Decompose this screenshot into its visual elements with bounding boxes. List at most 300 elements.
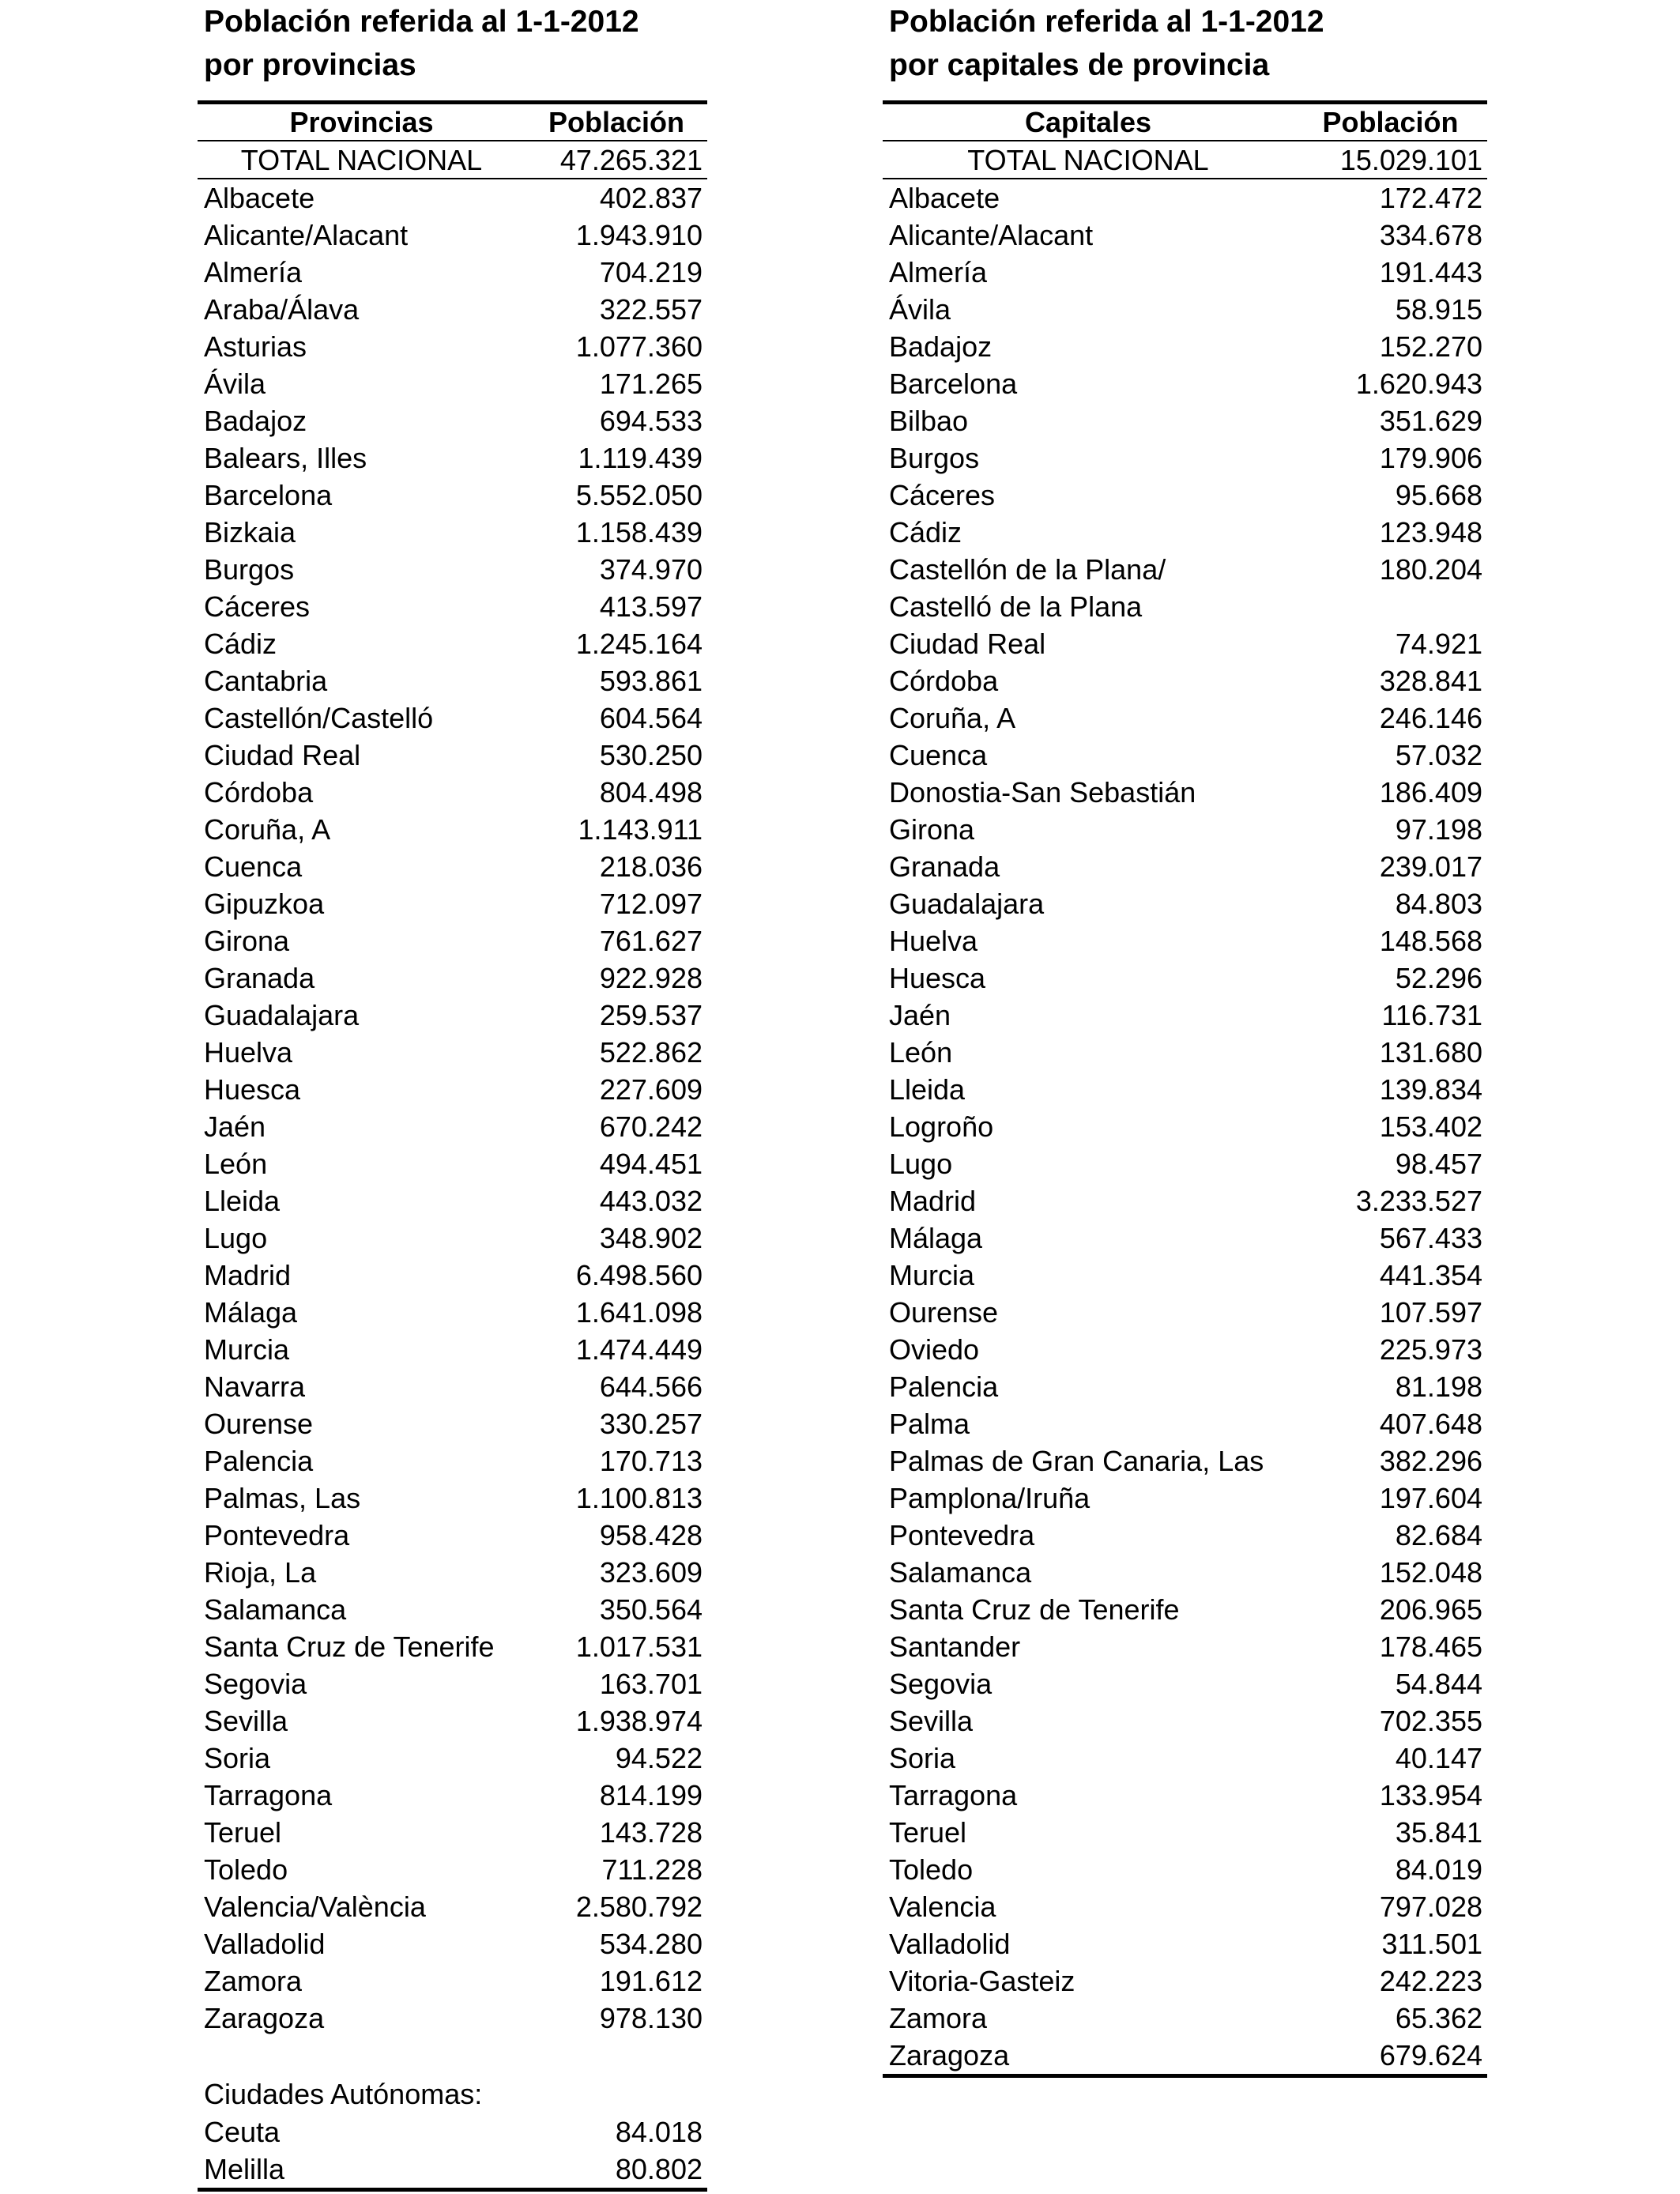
row-value: 567.433: [1379, 1222, 1482, 1254]
row-name: Huelva: [889, 925, 978, 957]
row-value: 604.564: [599, 702, 703, 734]
row-name: Córdoba: [889, 665, 999, 697]
row-value: 186.409: [1379, 776, 1482, 809]
table-row: [198, 1554, 707, 1591]
row-name: Pamplona/Iruña: [889, 1482, 1090, 1514]
row-value: 171.265: [599, 368, 703, 400]
row-name: Tarragona: [889, 1779, 1018, 1811]
row-name: Pontevedra: [889, 1519, 1035, 1551]
row-value: 218.036: [599, 850, 703, 883]
row-name: Zamora: [889, 2002, 988, 2034]
row-value: 797.028: [1379, 1891, 1482, 1923]
row-name: Barcelona: [204, 479, 333, 511]
row-value: 206.965: [1379, 1593, 1482, 1626]
row-value: 35.841: [1395, 1816, 1482, 1849]
row-name: Zaragoza: [204, 2002, 325, 2034]
table-row: [883, 1591, 1487, 1628]
row-value: 1.017.531: [575, 1630, 703, 1663]
column-header-provincias: Provincias: [289, 106, 434, 138]
provinces-bottom-rule: [198, 2188, 707, 2192]
table-row: [883, 365, 1487, 402]
autonomous-cities-label: Ciudades Autónomas:: [204, 2078, 483, 2110]
row-value: 170.713: [599, 1445, 703, 1477]
column-header-poblacion: Población: [1322, 106, 1459, 138]
row-value: 679.624: [1379, 2039, 1482, 2071]
table-row: [883, 439, 1487, 477]
row-value: 259.537: [599, 999, 703, 1031]
autonomous-cities-rows: [198, 2113, 707, 2188]
table-row: [883, 1702, 1487, 1740]
row-value: 227.609: [599, 1073, 703, 1106]
row-name: Donostia-San Sebastián: [889, 776, 1196, 809]
table-row: [883, 551, 1487, 625]
row-value: 334.678: [1379, 219, 1482, 251]
row-value: 350.564: [599, 1593, 703, 1626]
row-name: Santa Cruz de Tenerife: [204, 1630, 495, 1663]
table-row: [198, 1665, 707, 1702]
row-value: 84.018: [615, 2116, 703, 2148]
row-name: Toledo: [204, 1853, 288, 1886]
row-value: 163.701: [599, 1668, 703, 1700]
table-row: [883, 1294, 1487, 1331]
row-name: Araba/Álava: [204, 293, 360, 326]
row-name: Bizkaia: [204, 516, 296, 548]
row-value: 694.533: [599, 405, 703, 437]
row-value: 413.597: [599, 590, 703, 623]
row-value: 1.100.813: [575, 1482, 703, 1514]
row-name: Valencia: [889, 1891, 996, 1923]
table-row: [198, 1442, 707, 1480]
row-name: Soria: [889, 1742, 956, 1774]
row-name: Salamanca: [204, 1593, 347, 1626]
table-row: [883, 1740, 1487, 1777]
row-name: Madrid: [889, 1185, 977, 1217]
table-row: [883, 774, 1487, 811]
row-value: 804.498: [599, 776, 703, 809]
capitals-header-row: [883, 104, 1487, 140]
row-name: Melilla: [204, 2153, 285, 2185]
table-row: [198, 514, 707, 551]
table-row: [198, 1702, 707, 1740]
row-name: Ciudad Real: [204, 739, 361, 771]
table-row: [198, 254, 707, 291]
table-row: [198, 588, 707, 625]
total-label: TOTAL NACIONAL: [967, 144, 1209, 176]
row-name: Lugo: [889, 1148, 953, 1180]
row-value: 152.270: [1379, 330, 1482, 363]
table-row: [883, 328, 1487, 365]
table-row: [883, 1888, 1487, 1925]
table-row: [883, 1777, 1487, 1814]
table-row: [883, 1405, 1487, 1442]
table-row: [198, 1628, 707, 1665]
table-row: [198, 1220, 707, 1257]
column-header-poblacion: Población: [548, 106, 685, 138]
table-row: [198, 2000, 707, 2037]
row-name: Ceuta: [204, 2116, 281, 2148]
row-name: Alicante/Alacant: [889, 219, 1094, 251]
row-name: Burgos: [204, 553, 295, 586]
row-name: Málaga: [204, 1296, 298, 1329]
row-value: 1.119.439: [578, 442, 703, 474]
table-row: [198, 291, 707, 328]
row-value: 143.728: [599, 1816, 703, 1849]
row-name: Palencia: [889, 1370, 999, 1403]
row-value: 80.802: [615, 2153, 703, 2185]
table-row: [883, 1108, 1487, 1145]
row-value: 382.296: [1379, 1445, 1482, 1477]
total-label: TOTAL NACIONAL: [240, 144, 483, 176]
provinces-total-row: [198, 143, 707, 178]
table-row: [883, 402, 1487, 439]
row-name: Girona: [889, 813, 975, 846]
table-row: [198, 1331, 707, 1368]
row-value: 443.032: [599, 1185, 703, 1217]
table-row: [883, 885, 1487, 922]
row-name: Toledo: [889, 1853, 974, 1886]
row-value: 57.032: [1395, 739, 1482, 771]
provinces-title-line2: por provincias: [204, 48, 416, 82]
row-name: Jaén: [204, 1110, 266, 1143]
table-row: [198, 1108, 707, 1145]
table-row: [198, 1925, 707, 1962]
row-value: 814.199: [599, 1779, 703, 1811]
row-name-line1: Castellón de la Plana/: [889, 553, 1166, 586]
table-row: [883, 254, 1487, 291]
row-name: Balears, Illes: [204, 442, 367, 474]
table-row: [883, 514, 1487, 551]
capitals-total-row: [883, 143, 1487, 178]
table-row: [198, 1591, 707, 1628]
table-row: [198, 662, 707, 699]
row-value: 74.921: [1395, 628, 1482, 660]
row-name-line2: Castelló de la Plana: [889, 590, 1143, 623]
table-row: [198, 217, 707, 254]
row-name: Ávila: [889, 293, 951, 326]
table-row: [883, 291, 1487, 328]
row-name: Lugo: [204, 1222, 268, 1254]
row-name: Valladolid: [204, 1928, 326, 1960]
table-row: [883, 1257, 1487, 1294]
table-row: [883, 2037, 1487, 2074]
row-value: 123.948: [1379, 516, 1482, 548]
row-name: Rioja, La: [204, 1556, 317, 1589]
table-row: [883, 2000, 1487, 2037]
row-value: 328.841: [1379, 665, 1482, 697]
header-bottom-rule: [198, 140, 707, 141]
row-value: 1.245.164: [575, 628, 703, 660]
table-row: [198, 477, 707, 514]
table-row: [883, 922, 1487, 959]
table-row: [198, 1777, 707, 1814]
row-value: 172.472: [1379, 182, 1482, 214]
row-value: 534.280: [599, 1928, 703, 1960]
row-value: 1.620.943: [1355, 368, 1482, 400]
provinces-rows: [198, 179, 707, 2037]
row-name: Cuenca: [889, 739, 988, 771]
row-value: 180.204: [1379, 553, 1482, 586]
table-row: [198, 848, 707, 885]
table-row: [883, 1034, 1487, 1071]
capitals-rows-after: [883, 625, 1487, 2074]
table-row: [883, 1331, 1487, 1368]
table-row: [198, 328, 707, 365]
table-row: [883, 1628, 1487, 1665]
table-row: [883, 1442, 1487, 1480]
row-name: Albacete: [889, 182, 1000, 214]
row-name: Ávila: [204, 368, 266, 400]
row-value: 81.198: [1395, 1370, 1482, 1403]
row-name: Almería: [889, 256, 988, 288]
row-name: Madrid: [204, 1259, 292, 1291]
row-value: 407.648: [1379, 1408, 1482, 1440]
row-name: Cádiz: [889, 516, 962, 548]
table-row: [883, 625, 1487, 662]
row-value: 670.242: [599, 1110, 703, 1143]
row-value: 711.228: [601, 1853, 703, 1886]
row-name: Jaén: [889, 999, 951, 1031]
row-name: Granada: [889, 850, 1000, 883]
row-name: Cáceres: [889, 479, 996, 511]
row-value: 644.566: [599, 1370, 703, 1403]
table-row: [883, 1851, 1487, 1888]
row-name: Santa Cruz de Tenerife: [889, 1593, 1180, 1626]
row-value: 139.834: [1379, 1073, 1482, 1106]
capitals-table-panel: [883, 0, 1487, 2078]
row-value: 84.803: [1395, 888, 1482, 920]
capitals-title: [883, 0, 1487, 87]
row-value: 958.428: [599, 1519, 703, 1551]
row-name: Navarra: [204, 1370, 306, 1403]
table-row: [198, 699, 707, 737]
table-row: [198, 1257, 707, 1294]
row-name: Segovia: [204, 1668, 307, 1700]
provinces-title-line1: Población referida al 1-1-2012: [204, 5, 639, 39]
table-row: [198, 2113, 707, 2151]
row-name: Ourense: [204, 1408, 314, 1440]
table-row: [198, 551, 707, 588]
table-row: [198, 811, 707, 848]
table-row: [883, 1665, 1487, 1702]
row-value: 239.017: [1379, 850, 1482, 883]
table-row: [198, 1851, 707, 1888]
row-name: Badajoz: [889, 330, 993, 363]
table-row: [883, 1814, 1487, 1851]
row-name: Cádiz: [204, 628, 277, 660]
row-name: Girona: [204, 925, 290, 957]
row-value: 530.250: [599, 739, 703, 771]
table-row: [883, 1517, 1487, 1554]
row-value: 3.233.527: [1355, 1185, 1482, 1217]
provinces-table-panel: [198, 0, 707, 2192]
row-name: Pontevedra: [204, 1519, 350, 1551]
table-row: [883, 737, 1487, 774]
row-name: Coruña, A: [204, 813, 331, 846]
row-name: Badajoz: [204, 405, 307, 437]
table-row: [883, 848, 1487, 885]
row-name: Murcia: [204, 1333, 290, 1366]
row-name: Vitoria-Gasteiz: [889, 1965, 1075, 1997]
table-row: [883, 1925, 1487, 1962]
row-value: 1.143.911: [578, 813, 703, 846]
row-value: 40.147: [1395, 1742, 1482, 1774]
row-name: Bilbao: [889, 405, 969, 437]
row-value: 152.048: [1379, 1556, 1482, 1589]
row-value: 1.158.439: [575, 516, 703, 548]
table-row: [883, 662, 1487, 699]
table-row: [198, 885, 707, 922]
row-name: Burgos: [889, 442, 980, 474]
table-row: [198, 1480, 707, 1517]
table-row: [883, 1554, 1487, 1591]
table-row: [883, 1962, 1487, 2000]
row-name: Ciudad Real: [889, 628, 1046, 660]
table-row: [198, 179, 707, 217]
row-name: Salamanca: [889, 1556, 1032, 1589]
table-row: [883, 959, 1487, 997]
table-row: [198, 1962, 707, 2000]
row-name: Asturias: [204, 330, 307, 363]
table-row: [883, 811, 1487, 848]
row-value: 311.501: [1381, 1928, 1482, 1960]
row-name: Huesca: [889, 962, 986, 994]
table-row: [198, 1814, 707, 1851]
row-value: 441.354: [1379, 1259, 1482, 1291]
row-value: 58.915: [1395, 293, 1482, 326]
table-row: [198, 1888, 707, 1925]
row-value: 6.498.560: [575, 1259, 703, 1291]
table-row: [198, 1034, 707, 1071]
row-name: Coruña, A: [889, 702, 1016, 734]
row-value: 242.223: [1379, 1965, 1482, 1997]
row-value: 322.557: [599, 293, 703, 326]
row-value: 712.097: [599, 888, 703, 920]
row-name: Palmas de Gran Canaria, Las: [889, 1445, 1264, 1477]
row-name: Teruel: [204, 1816, 282, 1849]
column-header-capitales: Capitales: [1024, 106, 1152, 138]
row-name: [883, 551, 1166, 625]
row-name: Sevilla: [204, 1705, 288, 1737]
row-name: León: [204, 1148, 268, 1180]
provinces-title: [198, 0, 707, 87]
table-row: [198, 1071, 707, 1108]
row-value: 133.954: [1379, 1779, 1482, 1811]
row-name: Santander: [889, 1630, 1021, 1663]
row-name: Palma: [889, 1408, 970, 1440]
row-name: Zamora: [204, 1965, 303, 1997]
row-name: Gipuzkoa: [204, 888, 325, 920]
table-row: [198, 2151, 707, 2188]
total-value: 15.029.101: [1339, 144, 1482, 176]
row-name: Cáceres: [204, 590, 311, 623]
row-value: 52.296: [1395, 962, 1482, 994]
capitals-title-line1: Población referida al 1-1-2012: [889, 5, 1324, 39]
row-value: 1.474.449: [575, 1333, 703, 1366]
row-value: 131.680: [1379, 1036, 1482, 1069]
row-value: 1.938.974: [575, 1705, 703, 1737]
row-value: 82.684: [1395, 1519, 1482, 1551]
row-value: 98.457: [1395, 1148, 1482, 1180]
capitals-rows-before: [883, 179, 1487, 551]
table-row: [198, 1368, 707, 1405]
row-value: 522.862: [599, 1036, 703, 1069]
row-name: Palmas, Las: [204, 1482, 361, 1514]
table-row: [198, 959, 707, 997]
table-row: [198, 1740, 707, 1777]
row-name: Almería: [204, 256, 303, 288]
row-name: Albacete: [204, 182, 315, 214]
table-row: [198, 365, 707, 402]
capitals-title-line2: por capitales de provincia: [889, 48, 1270, 82]
row-value: 351.629: [1379, 405, 1482, 437]
row-value: 704.219: [599, 256, 703, 288]
row-value: 54.844: [1395, 1668, 1482, 1700]
row-name: Cantabria: [204, 665, 328, 697]
row-name: Zaragoza: [889, 2039, 1010, 2071]
row-name: Segovia: [889, 1668, 993, 1700]
row-value: 97.198: [1395, 813, 1482, 846]
row-name: Guadalajara: [204, 999, 360, 1031]
table-row: [198, 997, 707, 1034]
row-value: 593.861: [599, 665, 703, 697]
row-value: 179.906: [1379, 442, 1482, 474]
row-value: 116.731: [1381, 999, 1482, 1031]
row-value: 191.443: [1379, 256, 1482, 288]
table-row: [883, 699, 1487, 737]
row-value: 153.402: [1379, 1110, 1482, 1143]
table-row: [883, 1220, 1487, 1257]
row-name: León: [889, 1036, 953, 1069]
row-value: 246.146: [1379, 702, 1482, 734]
table-row: [198, 737, 707, 774]
table-row: [883, 1071, 1487, 1108]
table-row: [198, 1145, 707, 1182]
row-name: Huesca: [204, 1073, 301, 1106]
row-value: 107.597: [1379, 1296, 1482, 1329]
row-value: 94.522: [615, 1742, 703, 1774]
row-value: 197.604: [1379, 1482, 1482, 1514]
header-bottom-rule: [883, 140, 1487, 141]
row-value: 1.943.910: [575, 219, 703, 251]
row-name: Málaga: [889, 1222, 983, 1254]
row-value: 65.362: [1395, 2002, 1482, 2034]
row-name: Granada: [204, 962, 315, 994]
table-row: [198, 1405, 707, 1442]
row-name: Sevilla: [889, 1705, 974, 1737]
capitals-bottom-rule: [883, 2074, 1487, 2078]
table-row: [883, 1182, 1487, 1220]
row-value: 191.612: [599, 1965, 703, 1997]
row-name: Oviedo: [889, 1333, 980, 1366]
table-row: [883, 1480, 1487, 1517]
table-row: [198, 625, 707, 662]
row-name: Córdoba: [204, 776, 314, 809]
table-row: [198, 402, 707, 439]
row-value: 1.077.360: [575, 330, 703, 363]
row-name: Alicante/Alacant: [204, 219, 409, 251]
table-row: [883, 1368, 1487, 1405]
section-spacer: [198, 2037, 707, 2075]
table-row: [883, 477, 1487, 514]
table-row: [198, 439, 707, 477]
row-value: 148.568: [1379, 925, 1482, 957]
row-value: 922.928: [599, 962, 703, 994]
row-name: Huelva: [204, 1036, 293, 1069]
row-name: Valladolid: [889, 1928, 1011, 1960]
row-value: 494.451: [599, 1148, 703, 1180]
row-name: Castellón/Castelló: [204, 702, 434, 734]
total-value: 47.265.321: [559, 144, 703, 176]
